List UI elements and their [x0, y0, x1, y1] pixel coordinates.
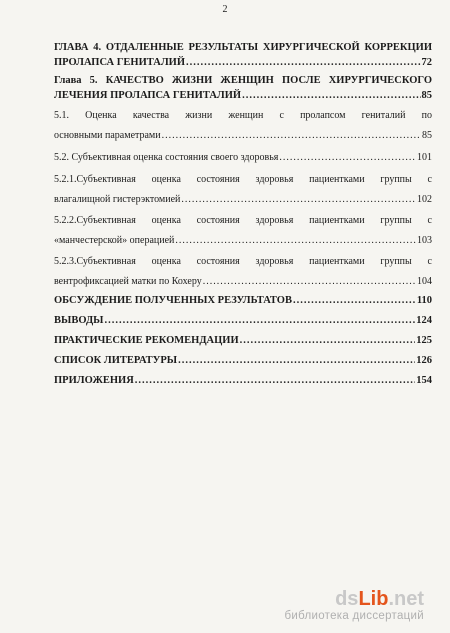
dot-leader [293, 293, 416, 308]
dot-leader [242, 88, 420, 103]
logo-tagline: библиотека диссертаций [284, 610, 424, 622]
toc-entry-line [54, 55, 432, 70]
toc-entry-title: ПРИЛОЖЕНИЯ [54, 375, 134, 386]
toc-entry-section-5-1 [54, 108, 432, 143]
toc-entry-title: ОБСУЖДЕНИЕ ПОЛУЧЕННЫХ РЕЗУЛЬТАТОВ [54, 295, 292, 306]
toc-page-number: 124 [416, 315, 432, 326]
page-number: 2 [222, 4, 228, 15]
dot-leader [105, 313, 416, 328]
dot-leader [186, 55, 421, 70]
toc-entry-line [54, 373, 432, 388]
logo-lib-text: Lib [358, 588, 389, 610]
toc-entry-line [54, 128, 432, 143]
toc-entry-title: 5.2.2.Субъективная оценка состояния здоровья пациентками группы с [54, 215, 432, 226]
toc-page-number: 103 [417, 235, 432, 246]
toc-entry-line [54, 233, 432, 248]
toc-entry-discussion [54, 293, 432, 308]
toc-page-number: 85 [421, 90, 432, 101]
dslib-logo [284, 588, 424, 623]
toc-entry-line [54, 150, 432, 165]
toc-entry-title: ВЫВОДЫ [54, 315, 104, 326]
toc-page-number: 85 [422, 130, 432, 141]
toc-entry-section-5-2 [54, 150, 432, 165]
toc-entry-chapter-5 [54, 73, 432, 103]
toc-entry-line [54, 353, 432, 368]
dot-leader [135, 373, 415, 388]
toc-page-number: 72 [421, 57, 432, 68]
toc-entry-line [54, 333, 432, 348]
toc-entry-title: ПРОЛАПСА ГЕНИТАЛИЙ [54, 57, 185, 68]
toc-page-number: 126 [416, 355, 432, 366]
dot-leader [181, 192, 416, 207]
toc-entry-title: ПРАКТИЧЕСКИЕ РЕКОМЕНДАЦИИ [54, 335, 239, 346]
toc-entry-section-5-2-2 [54, 213, 432, 248]
toc-entry-title: 5.1. Оценка качества жизни женщин с пролапсом гениталий по [54, 110, 432, 121]
logo-ds-text: ds [335, 588, 359, 610]
toc-entry-line [54, 274, 432, 289]
dot-leader [175, 233, 416, 248]
toc-entry-conclusions [54, 313, 432, 328]
toc-entry-title: ГЛАВА 4. ОТДАЛЕННЫЕ РЕЗУЛЬТАТЫ ХИРУРГИЧЕСКОЙ КОРРЕКЦИИ [54, 42, 432, 53]
toc-entry-line [54, 313, 432, 328]
toc-entry-line [54, 88, 432, 103]
logo-net-text: .net [388, 588, 424, 610]
toc-entry-title: ЛЕЧЕНИЯ ПРОЛАПСА ГЕНИТАЛИЙ [54, 90, 242, 101]
toc-entry-recommendations [54, 333, 432, 348]
toc-entry-title: влагалищной гистерэктомией [54, 194, 181, 205]
toc-entry-section-5-2-1 [54, 172, 432, 207]
toc-entry-title: «манчестерской» операцией [54, 235, 175, 246]
toc-page-number: 154 [416, 375, 432, 386]
toc-entry-appendices [54, 373, 432, 388]
toc-entry-line [54, 192, 432, 207]
toc-entry-title: 5.2. Субъективная оценка состояния своего здоровья [54, 152, 279, 163]
toc-entry-references [54, 353, 432, 368]
dot-leader [240, 333, 416, 348]
dot-leader [178, 353, 415, 368]
toc-entry-title: вентрофиксацией матки по Кохеру [54, 276, 202, 287]
toc-entry-title: СПИСОК ЛИТЕРАТУРЫ [54, 355, 178, 366]
toc-page-number: 110 [416, 295, 432, 306]
toc-entry-title: 5.2.3.Субъективная оценка состояния здоровья пациентками группы с [54, 256, 432, 267]
toc-page-number: 104 [417, 276, 432, 287]
dot-leader [162, 128, 421, 143]
toc-page-number: 101 [417, 152, 432, 163]
toc-entry-title: 5.2.1.Субъективная оценка состояния здоровья пациентками группы с [54, 174, 432, 185]
dot-leader [203, 274, 416, 289]
dot-leader [279, 150, 416, 165]
toc-entry-title: Глава 5. КАЧЕСТВО ЖИЗНИ ЖЕНЩИН ПОСЛЕ ХИРУРГИЧЕСКОГО [54, 75, 432, 86]
toc-entry-line [54, 293, 432, 308]
table-of-contents [54, 40, 432, 388]
toc-page-number: 102 [417, 194, 432, 205]
toc-entry-chapter-4 [54, 40, 432, 70]
toc-page-number: 125 [416, 335, 432, 346]
toc-entry-title: основными параметрами [54, 130, 161, 141]
toc-entry-section-5-2-3 [54, 254, 432, 289]
dslib-wordmark [284, 588, 424, 610]
